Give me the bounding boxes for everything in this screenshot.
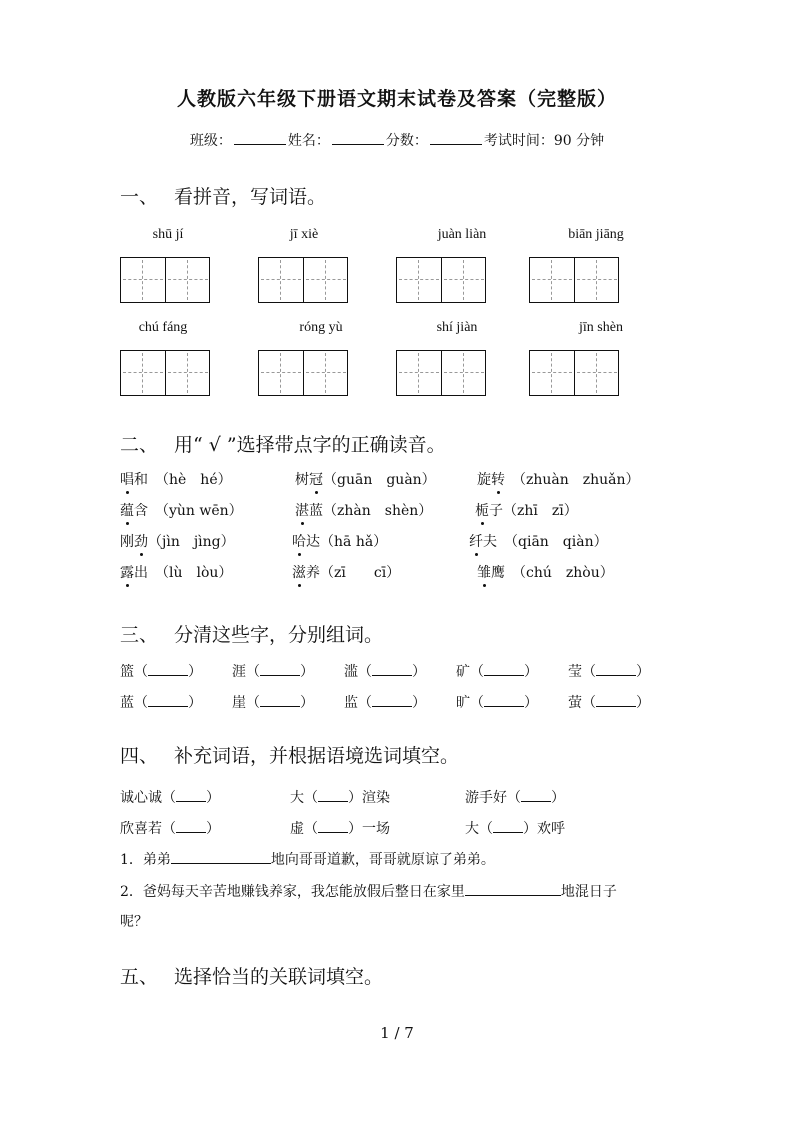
pinyin-label: jī xiè <box>289 227 319 242</box>
reading-item[interactable]: 露出 （lù lòu） <box>120 562 232 582</box>
section-title: 分清这些字，分别组词。 <box>174 624 384 646</box>
class-blank[interactable] <box>234 132 286 145</box>
reading-item[interactable]: 雏鹰 （chú zhòu） <box>477 562 614 582</box>
reading-item[interactable]: 纤夫 （qiān qiàn） <box>469 531 608 551</box>
pinyin-label: shí jiàn <box>436 320 478 335</box>
section-2-heading <box>120 430 446 457</box>
word-group-item[interactable]: 萤（ ） <box>568 695 650 711</box>
idiom-item[interactable]: 游手好（ ） <box>465 790 565 806</box>
section-number: 三、 <box>120 624 159 646</box>
reading-item[interactable]: 唱和 （hè hé） <box>120 469 232 489</box>
score-blank[interactable] <box>430 132 482 145</box>
pinyin-label: róng yù <box>299 320 343 335</box>
section-title: 看拼音，写词语。 <box>174 186 327 208</box>
pinyin-label: shū jí <box>152 227 184 242</box>
word-group-item[interactable]: 矿（ ） <box>456 664 538 680</box>
sentence-2-blank[interactable] <box>465 882 561 896</box>
word-group-item[interactable]: 旷（ ） <box>456 695 538 711</box>
reading-item[interactable]: 刚劲（jìn jìng） <box>120 531 235 551</box>
name-blank[interactable] <box>332 132 384 145</box>
writing-grid[interactable] <box>396 350 486 396</box>
writing-grid[interactable] <box>529 257 619 303</box>
pinyin-label: jīn shèn <box>579 320 623 335</box>
time-label: 考试时间：90 分钟 <box>483 133 605 149</box>
section-number: 二、 <box>120 434 159 456</box>
word-group-item[interactable]: 监（ ） <box>344 695 426 711</box>
sentence-1-blank[interactable] <box>171 850 271 864</box>
section-title: 补充词语，并根据语境选词填空。 <box>174 745 460 767</box>
section-number: 四、 <box>120 745 159 767</box>
word-group-item[interactable]: 涯（ ） <box>232 664 314 680</box>
section-number: 五、 <box>120 966 159 988</box>
page-number: 1 / 7 <box>380 1024 414 1042</box>
idiom-item[interactable]: 诚心诚（ ） <box>120 790 220 806</box>
idiom-item[interactable]: 欣喜若（ ） <box>120 821 220 837</box>
word-group-item[interactable]: 蓝（ ） <box>120 695 202 711</box>
word-group-item[interactable]: 滥（ ） <box>344 664 426 680</box>
sentence-1: 1．弟弟 地向哥哥道歉，哥哥就原谅了弟弟。 <box>120 852 495 868</box>
reading-item[interactable]: 树冠（guān guàn） <box>295 469 436 489</box>
section-1-heading <box>120 182 326 209</box>
idiom-item[interactable]: 虚（ ）一场 <box>290 821 390 837</box>
sentence-2: 2．爸妈每天辛苦地赚钱养家，我怎能放假后整日在家里 地混日子 <box>120 884 617 900</box>
section-number: 一、 <box>120 186 159 208</box>
score-label: 分数： <box>385 133 428 149</box>
reading-item[interactable]: 旋转 （zhuàn zhuǎn） <box>477 469 640 489</box>
reading-item[interactable]: 蕴含 （yùn wēn） <box>120 500 243 520</box>
writing-grid[interactable] <box>120 350 210 396</box>
section-title: 选择恰当的关联词填空。 <box>174 966 384 988</box>
pinyin-label: juàn liàn <box>437 227 487 242</box>
student-info-line <box>0 130 794 150</box>
word-group-item[interactable]: 崖（ ） <box>232 695 314 711</box>
writing-grid[interactable] <box>396 257 486 303</box>
reading-item[interactable]: 哈达（hā hǎ） <box>292 531 387 551</box>
writing-grid[interactable] <box>258 257 348 303</box>
section-3-heading <box>120 620 383 647</box>
writing-grid[interactable] <box>529 350 619 396</box>
exam-title: 人教版六年级下册语文期末试卷及答案（完整版） <box>176 88 617 110</box>
section-5-heading <box>120 962 383 989</box>
class-label: 班级： <box>189 133 232 149</box>
pinyin-label: chú fáng <box>138 320 188 335</box>
reading-item[interactable]: 栀子（zhī zī） <box>475 500 578 520</box>
section-title: 用“ √ ”选择带点字的正确读音。 <box>174 434 446 456</box>
section-4-heading <box>120 741 459 768</box>
word-group-item[interactable]: 篮（ ） <box>120 664 202 680</box>
idiom-item[interactable]: 大（ ）欢呼 <box>465 821 565 837</box>
sentence-2-continuation: 呢？ <box>120 914 148 930</box>
pinyin-label: biān jiāng <box>568 227 624 242</box>
reading-item[interactable]: 湛蓝（zhàn shèn） <box>295 500 432 520</box>
reading-item[interactable]: 滋养（zī cī） <box>292 562 400 582</box>
word-group-item[interactable]: 莹（ ） <box>568 664 650 680</box>
idiom-item[interactable]: 大（ ）渲染 <box>290 790 390 806</box>
writing-grid[interactable] <box>258 350 348 396</box>
name-label: 姓名： <box>287 133 330 149</box>
writing-grid[interactable] <box>120 257 210 303</box>
